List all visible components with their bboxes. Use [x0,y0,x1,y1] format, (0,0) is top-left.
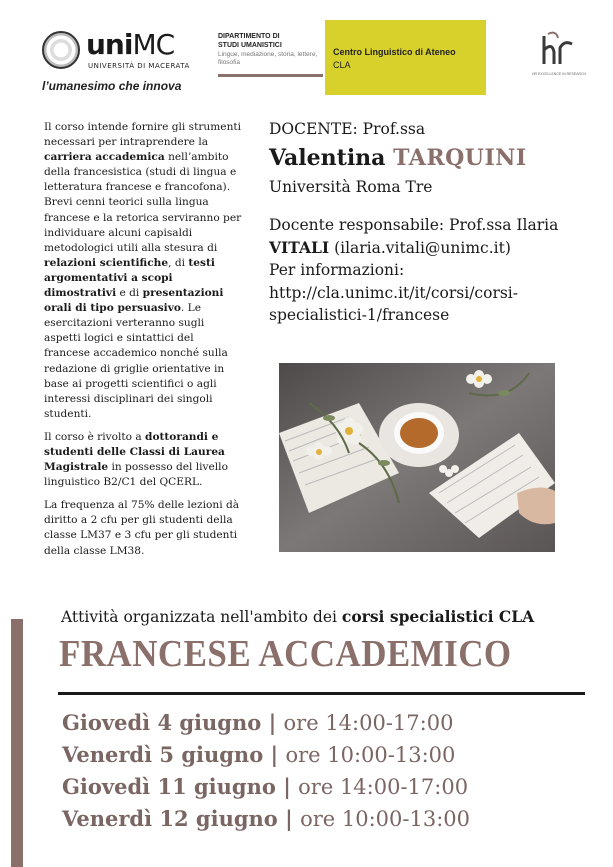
brand-bold: uni [86,28,133,61]
session-day: Giovedì 4 giugno [62,710,262,735]
info-label: Per informazioni: [269,261,405,279]
activity-text: Attività organizzata nell'ambito dei [61,608,342,626]
session-day: Giovedì 11 giugno [62,774,276,799]
text-run: , di [168,256,189,269]
activity-line [61,607,534,626]
session-separator: | [275,774,299,799]
text-run-bold: carriera accademica [44,151,165,164]
unimc-subtitle: UNIVERSITÀ DI MACERATA [88,62,190,70]
title-divider [58,692,585,695]
responsible-name-line [269,237,589,260]
text-run: e di [116,287,143,300]
session-time: ore 14:00-17:00 [298,775,469,799]
description-paragraph-1 [44,120,242,422]
tea-books-photo [279,363,555,552]
course-title: FRANCESE ACCADEMICO [59,633,512,675]
session-time: ore 14:00-17:00 [283,711,454,735]
session-separator: | [263,742,286,767]
session-separator: | [277,806,301,831]
session-time: ore 10:00-13:00 [300,807,471,831]
text-run: nell’ambito della francesistica (studi di lingua e letteratura francese e francofona). Brevi cenni teorici sulla lingua francese e la retorica serviranno per individuare alcuni capisaldi metodologici utili alla stesura di [44,151,242,254]
text-run-bold: dottorandi e studenti delle Classi di Laurea Magistrale [44,430,225,474]
brand-rest: MC [132,28,175,61]
accent-bar [11,619,23,867]
photo-illustration [279,363,555,552]
text-run-bold: relazioni scientifiche [44,256,169,269]
description-paragraph-3: La frequenza al 75% delle lezioni dà diritto a 2 cfu per gli studenti della classe LM37 e 3 cfu per gli studenti della classe LM38. [44,499,240,557]
schedule-row [62,803,470,835]
department-subtitle: Lingue, mediazione, storia, lettere, filosofia [218,51,318,66]
schedule-row [62,707,470,739]
session-time: ore 10:00-13:00 [285,743,456,767]
department-title: DIPARTIMENTO DI STUDI UMANISTICI [218,33,282,49]
text-run: in possesso del livello linguistico B2/C1 del QCERL. [44,461,228,489]
info-url-line-1[interactable]: http://cla.unimc.it/it/corsi/corsi- [269,283,519,302]
contact-block [269,214,589,327]
teacher-label: DOCENTE: Prof.ssa [269,120,426,138]
info-url-line-2[interactable]: specialistici-1/francese [269,306,450,324]
session-separator: | [261,710,284,735]
hr-excellence-icon [538,30,578,70]
responsible-line: Docente responsabile: Prof.ssa Ilaria [269,216,559,234]
university-seal-icon [42,31,80,69]
hr-excellence-logo [532,30,587,80]
activity-bold: corsi specialistici CLA [341,607,535,626]
session-day: Venerdì 12 giugno [62,806,278,831]
session-day: Venerdì 5 giugno [62,742,264,767]
text-run: Il corso intende fornire gli strumenti necessari per intraprendere la [44,121,242,149]
teacher-last-name: TARQUINI [393,145,527,171]
text-run-bold: presentazioni orali di tipo persuasivo [44,287,224,315]
teacher-name [269,145,527,171]
text-run: Il corso è rivolto a [44,430,146,443]
cla-logo [325,20,486,95]
schedule-row [62,739,470,771]
text-run: . Le esercitazioni verteranno sugli aspetti logici e sintattici del francese accademico nonché sulla redazione di griglie orientative in base ai progetti scientifici o agli interessi disciplinari dei singoli studenti. [44,302,228,420]
schedule-row [62,771,470,803]
teacher-first-name: Valentina [269,145,386,171]
motto: l’umanesimo che innova [42,79,182,93]
schedule [62,707,470,835]
department-bar [218,74,323,77]
unimc-brand [86,28,174,61]
cla-name: Centro Linguistico di Ateneo [333,47,456,57]
text-run-bold: testi argomentativi a scopi dimostrativi [44,256,215,300]
responsible-name: VITALI [269,237,330,257]
teacher-university: Università Roma Tre [269,178,433,196]
responsible-email[interactable]: (ilaria.vitali@unimc.it) [329,238,511,257]
course-description [44,120,242,567]
department-logo [218,32,328,67]
description-paragraph-2 [44,430,242,490]
cla-abbr: CLA [333,60,351,70]
hr-caption: HR EXCELLENCE IN RESEARCH [532,72,587,76]
